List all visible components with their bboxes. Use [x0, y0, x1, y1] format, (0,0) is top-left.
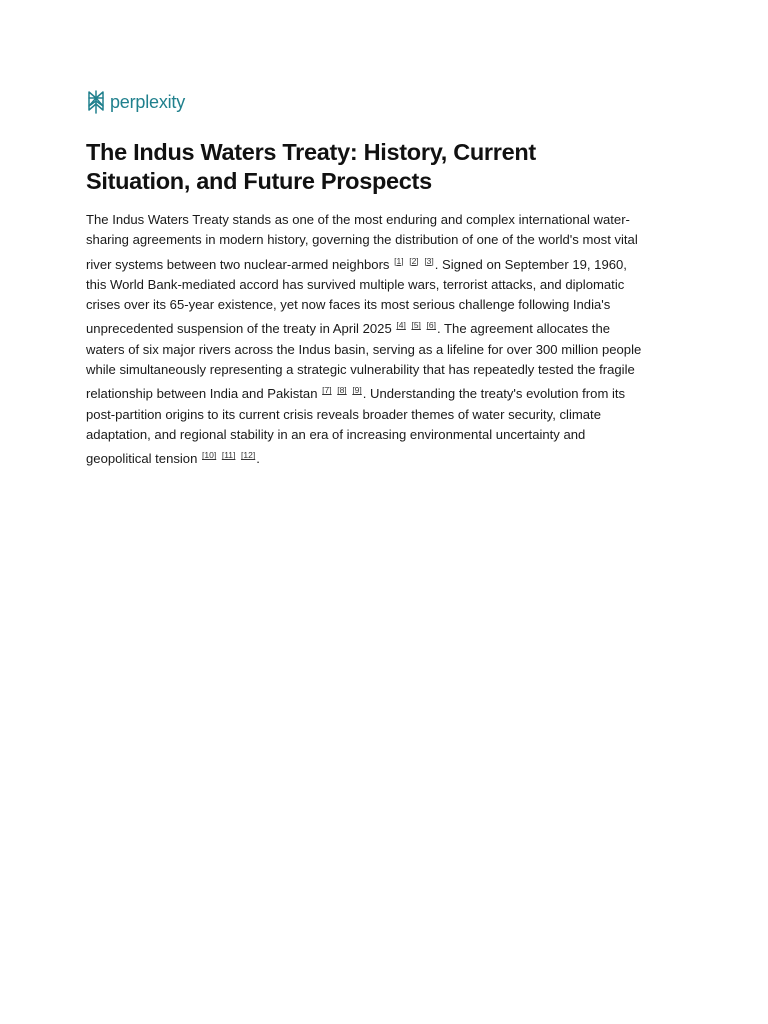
paragraph-text: relationship between India and Pakistan [86, 386, 318, 402]
citation-link[interactable]: [5] [411, 320, 421, 331]
paragraph-line [86, 445, 686, 469]
document-page [86, 88, 686, 470]
paragraph-line [86, 251, 686, 275]
paragraph-line: while simultaneously representing a strategic vulnerability that has repeatedly tested the fragile [86, 362, 635, 378]
paragraph-text: . The agreement allocates the [437, 321, 611, 337]
paragraph-line: post-partition origins to its current crisis reveals broader themes of water security, climate [86, 406, 601, 422]
citation-link[interactable]: [1] [394, 255, 404, 266]
paragraph-line: adaptation, and regional stability in an era of increasing environmental uncertainty and [86, 426, 586, 442]
paragraph-line [86, 315, 686, 339]
citation-link[interactable]: [6] [426, 320, 437, 331]
paragraph-text: unprecedented suspension of the treaty in April 2025 [86, 321, 392, 337]
citation-link[interactable]: [12] [241, 450, 256, 461]
paragraph-line: The Indus Waters Treaty stands as one of the most enduring and complex international water- [86, 212, 630, 227]
citation-link[interactable]: [3] [424, 255, 434, 266]
paragraph-text: river systems between two nuclear-armed neighbors [86, 256, 390, 272]
brand-header [86, 88, 686, 116]
document-title [86, 138, 686, 196]
citation-link[interactable]: [11] [221, 450, 236, 461]
citation-link[interactable]: [7] [322, 385, 332, 396]
paragraph-text: . Signed on September 19, 1960, [434, 256, 627, 272]
paragraph-line: crises over its 65-year existence, yet now faces its most serious challenge following India's [86, 297, 611, 313]
citation-link[interactable]: [2] [409, 255, 419, 266]
title-line: Situation, and Future Prospects [86, 168, 432, 194]
perplexity-logo-icon [86, 90, 106, 114]
paragraph-text: . [256, 451, 260, 467]
paragraph-text: . Understanding the treaty's evolution from its [362, 386, 626, 402]
title-line: The Indus Waters Treaty: History, Current [86, 139, 536, 165]
citation-link[interactable]: [9] [352, 385, 362, 396]
paragraph-line: waters of six major rivers across the Indus basin, serving as a lifeline for over 300 million people [86, 341, 642, 357]
brand-name: perplexity [110, 91, 186, 112]
intro-paragraph [86, 210, 686, 470]
citation-link[interactable]: [10] [202, 450, 217, 461]
paragraph-line: this World Bank-mediated accord has survived multiple wars, terrorist attacks, and diplomatic [86, 276, 625, 292]
paragraph-line [86, 380, 686, 404]
citation-link[interactable]: [4] [396, 320, 406, 331]
citation-link[interactable]: [8] [337, 385, 347, 396]
paragraph-line: sharing agreements in modern history, governing the distribution of one of the world's most vital [86, 232, 638, 248]
paragraph-text: geopolitical tension [86, 451, 198, 467]
